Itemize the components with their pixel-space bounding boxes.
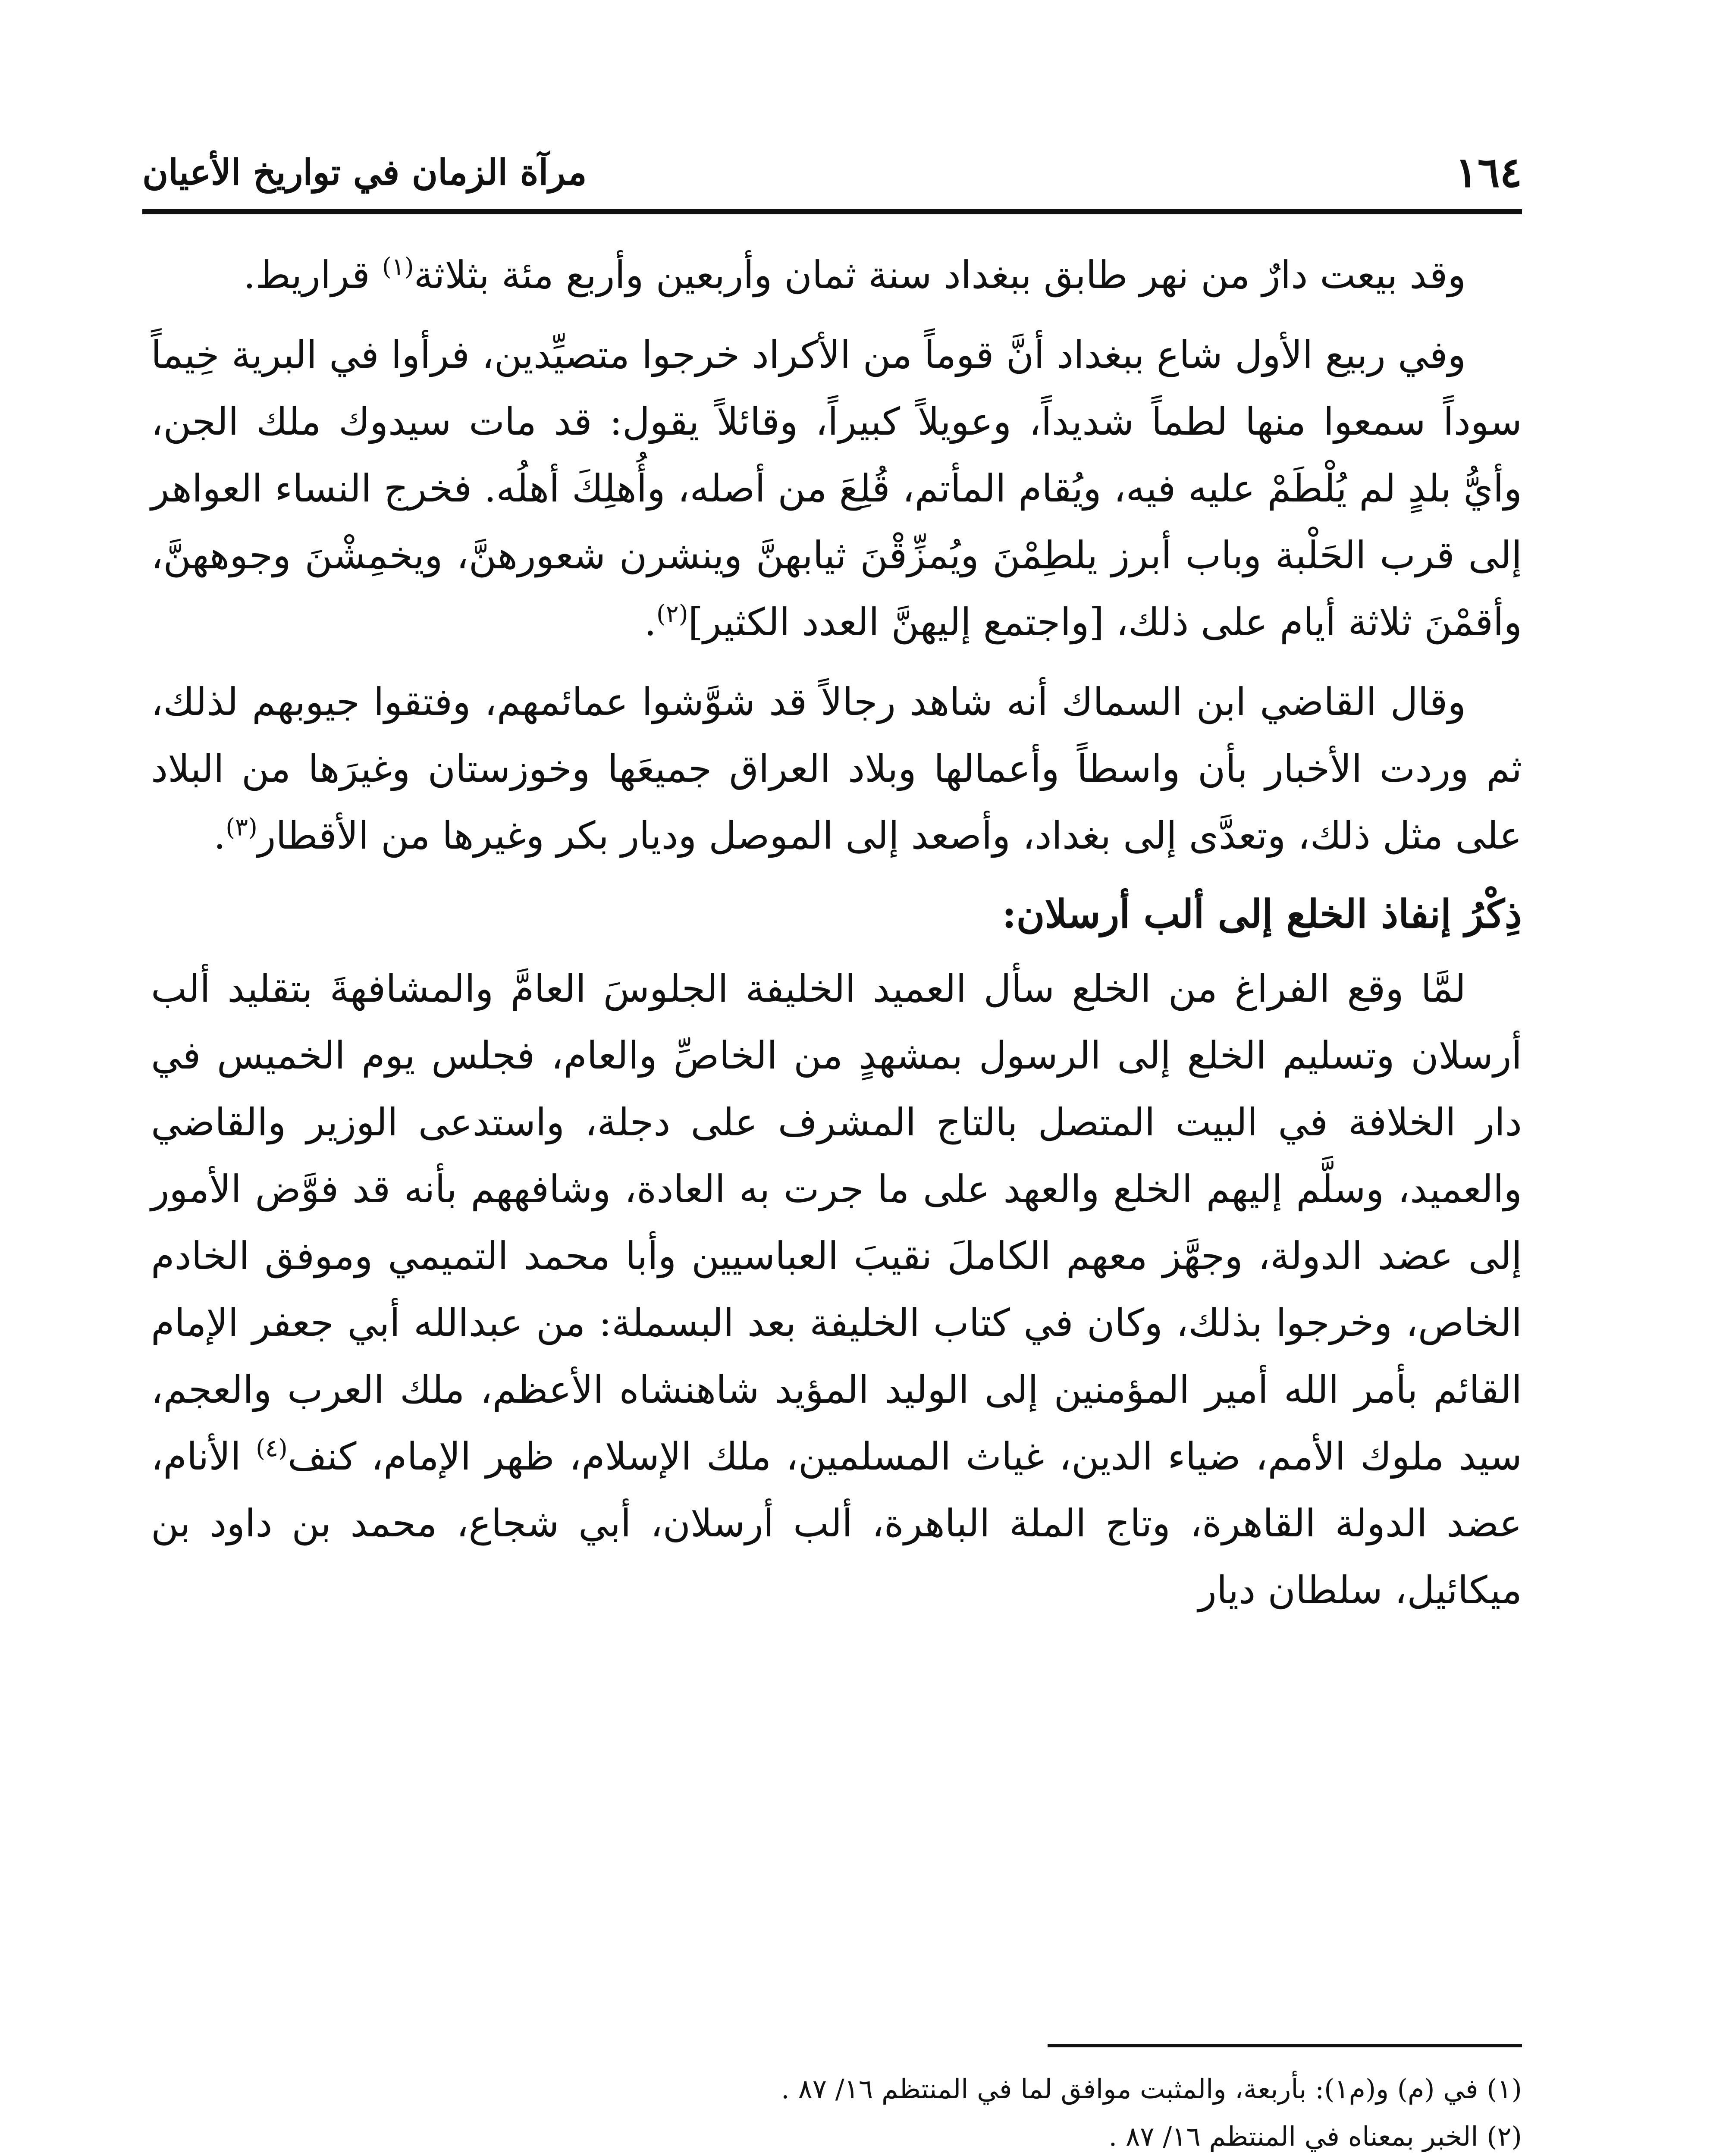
paragraph-text: قراريط. bbox=[243, 253, 382, 297]
footnote: (١) في (م) و(م١): بأربعة، والمثبت موافق لما في المنتظم ١٦/ ٨٧ . bbox=[781, 2073, 1522, 2105]
paragraph-text: وفي ربيع الأول شاع ببغداد أنَّ قوماً من الأكراد خرجوا متصيِّدين، فرأوا في البرية خِيماً سوداً سمعوا منها لطماً شديداً، وعويلاً كبيراً، وقائلاً يقول: قد مات سيدوك ملك الجن، وأيُّ بلدٍ لم يُلْطَمْ عليه فيه، ويُقام المأتم، قُلِعَ من أصله، وأُهلِكَ أهلُه. فخرج النساء العواهر إلى قرب الحَلْبة وباب أبرز يلطِمْنَ ويُمزِّقْنَ ثيابهنَّ وينشرن شعورهنَّ، ويخمِشْنَ وجوههنَّ، وأقمْنَ ثلاثة أيام على ذلك، [واجتمع إليهنَّ العدد الكثير] bbox=[151, 332, 1522, 644]
section-heading: ذِكْرُ إنفاذ الخلع إلى ألب أرسلان: bbox=[1002, 891, 1522, 937]
footnote-ref: (٢) bbox=[656, 600, 688, 628]
paragraph-text: الأنام، عضد الدولة القاهرة، وتاج الملة الباهرة، ألب أرسلان، أبي شجاع، محمد بن داود بن ميكائيل، سلطان ديار bbox=[151, 1434, 1522, 1612]
header-rule bbox=[142, 209, 1522, 214]
footnote-ref: (١) bbox=[382, 253, 414, 281]
footnote-ref: (٤) bbox=[256, 1434, 288, 1463]
footnote-ref: (٣) bbox=[226, 813, 257, 842]
paragraph-text: . bbox=[213, 813, 226, 858]
running-title: مرآة الزمان في تواريخ الأعيان bbox=[142, 152, 587, 193]
footnotes bbox=[151, 2065, 1522, 2156]
paragraph bbox=[151, 321, 1522, 655]
main-text bbox=[151, 241, 1522, 1636]
page-header bbox=[142, 142, 1522, 203]
paragraph bbox=[151, 241, 1522, 308]
footnote: (٢) الخبر بمعناه في المنتظم ١٦/ ٨٧ . bbox=[1108, 2121, 1522, 2152]
paragraph-text: وقال القاضي ابن السماك أنه شاهد رجالاً قد شوَّشوا عمائمهم، وفتقوا جيوبهم لذلك، ثم وردت الأخبار بأن واسطاً وأعمالها وبلاد العراق جميعَها وخوزستان وغيرَها من البلاد على مثل ذلك، وتعدَّى إلى بغداد، وأصعد إلى الموصل وديار بكر وغيرها من الأقطار bbox=[151, 680, 1522, 858]
paragraph bbox=[151, 668, 1522, 869]
paragraph-text: . bbox=[644, 600, 656, 644]
page-number: ١٦٤ bbox=[1455, 148, 1522, 197]
footnote-rule bbox=[1048, 2044, 1522, 2047]
paragraph-text: لمَّا وقع الفراغ من الخلع سأل العميد الخليفة الجلوسَ العامَّ والمشافهةَ بتقليد ألب أرسلان وتسليم الخلع إلى الرسول بمشهدٍ من الخاصِّ والعام، فجلس يوم الخميس في دار الخلافة في البيت المتصل بالتاج المشرف على دجلة، واستدعى الوزير والقاضي والعميد، وسلَّم إليهم الخلع والعهد على ما جرت به العادة، وشافههم بأنه قد فوَّض الأمور إلى عضد الدولة، وجهَّز معهم الكاملَ نقيبَ العباسيين وأبا محمد التميمي وموفق الخادم الخاص، وخرجوا بذلك، وكان في كتاب الخليفة بعد البسملة: من عبدالله أبي جعفر الإمام القائم بأمر الله أمير المؤمنين إلى الوليد المؤيد شاهنشاه الأعظم، ملك العرب والعجم، سيد ملوك الأمم، ضياء الدين، غياث المسلمين، ملك الإسلام، ظهر الإمام، كنف bbox=[151, 966, 1522, 1479]
paragraph-text: وقد بيعت دارٌ من نهر طابق ببغداد سنة ثمان وأربعين وأربع مئة بثلاثة bbox=[414, 253, 1466, 297]
paragraph bbox=[151, 955, 1522, 1623]
